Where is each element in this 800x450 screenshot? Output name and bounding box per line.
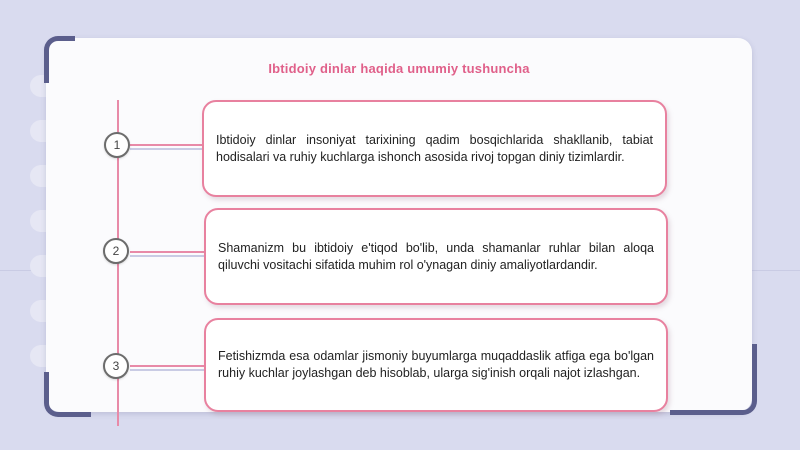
content-text-1: Ibtidoiy dinlar insoniyat tarixining qadim bosqichlarida shakllanib, tabiat hodisalari va ruhiy kuchlarga ishonch asosida rivoj topgan diniy tizimlardir. <box>216 132 653 164</box>
frame-corner-bottom-right <box>670 344 757 415</box>
connector-1 <box>130 144 202 146</box>
slide-title: Ibtidoiy dinlar haqida umumiy tushuncha <box>268 61 530 76</box>
step-marker-3: 3 <box>103 353 129 379</box>
step-marker-1: 1 <box>104 132 130 158</box>
content-box-3 <box>204 318 668 412</box>
step-marker-2: 2 <box>103 238 129 264</box>
connector-2-shadow <box>130 255 204 257</box>
connector-1-shadow <box>130 148 202 150</box>
content-text-2: Shamanizm bu ibtidoiy e'tiqod bo'lib, unda shamanlar ruhlar bilan aloqa qiluvchi vositachi sifatida muhim rol o'ynagan diniy amaliyotlardandir. <box>218 240 654 272</box>
connector-2 <box>130 251 204 253</box>
content-text-3: Fetishizmda esa odamlar jismoniy buyumlarga muqaddaslik atfiga ega bo'lgan ruhiy kuchlar joylashgan deb hisoblab, ularga sig'inish orqali najot izlashgan. <box>218 349 654 380</box>
content-box-1 <box>202 100 667 197</box>
frame-corner-bottom-left <box>44 372 91 417</box>
content-box-2 <box>204 208 668 305</box>
connector-3-shadow <box>130 369 204 371</box>
connector-3 <box>130 365 204 367</box>
